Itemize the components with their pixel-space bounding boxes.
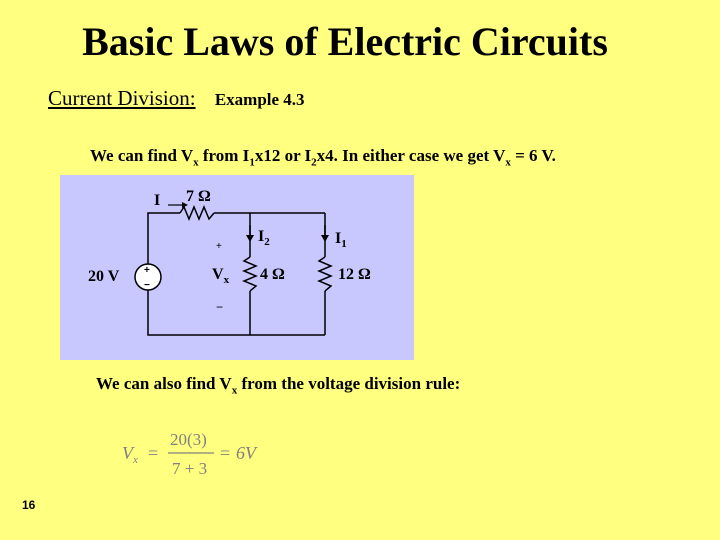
source-plus: + <box>144 265 150 276</box>
text-part: x4. In either case we get V <box>316 146 506 165</box>
text-part: from the voltage division rule: <box>237 374 461 393</box>
vx-plus: + <box>216 241 222 252</box>
source-minus: − <box>144 280 150 291</box>
circuit-diagram <box>60 175 414 360</box>
formula-result: 6V <box>236 443 256 463</box>
formula-denominator: 7 + 3 <box>172 459 208 478</box>
subscript: x <box>505 156 511 169</box>
r2-label: 4 Ω <box>260 266 285 283</box>
r3-label: 12 Ω <box>338 266 371 283</box>
explanation-line-2 <box>96 374 460 396</box>
text-part: We can also find V <box>96 374 232 393</box>
vx-label: $V_x$ <box>212 266 230 286</box>
vx-minus: − <box>216 300 224 314</box>
explanation-line-1 <box>90 146 556 168</box>
section-heading: Current Division: <box>48 86 196 110</box>
page-number: 16 <box>22 498 36 512</box>
subscript: x <box>231 384 238 397</box>
formula-equals-2: = <box>220 443 231 463</box>
formula-equals-1: = <box>148 443 159 463</box>
i1-label: $I_1$ <box>335 230 347 250</box>
text-part: = 6 V. <box>510 146 556 165</box>
subscript: x <box>193 156 199 169</box>
text-part: We can find V <box>90 146 194 165</box>
example-label: Example 4.3 <box>214 90 305 109</box>
formula-lhs: $V_x$ <box>122 443 138 466</box>
current-i-label: I <box>154 192 161 209</box>
slide-title: Basic Laws of Electric Circuits <box>82 19 608 64</box>
subtitle <box>48 86 305 111</box>
formula-numerator: 20(3) <box>170 430 207 449</box>
r1-label: 7 Ω <box>186 188 211 205</box>
subscript: 1 <box>249 156 255 169</box>
i2-label: $I_2$ <box>258 228 270 248</box>
text-part: from I <box>198 146 250 165</box>
source-label: 20 V <box>88 268 120 285</box>
subscript: 2 <box>311 156 317 169</box>
voltage-division-formula <box>118 425 278 485</box>
text-part: x12 or I <box>254 146 312 165</box>
